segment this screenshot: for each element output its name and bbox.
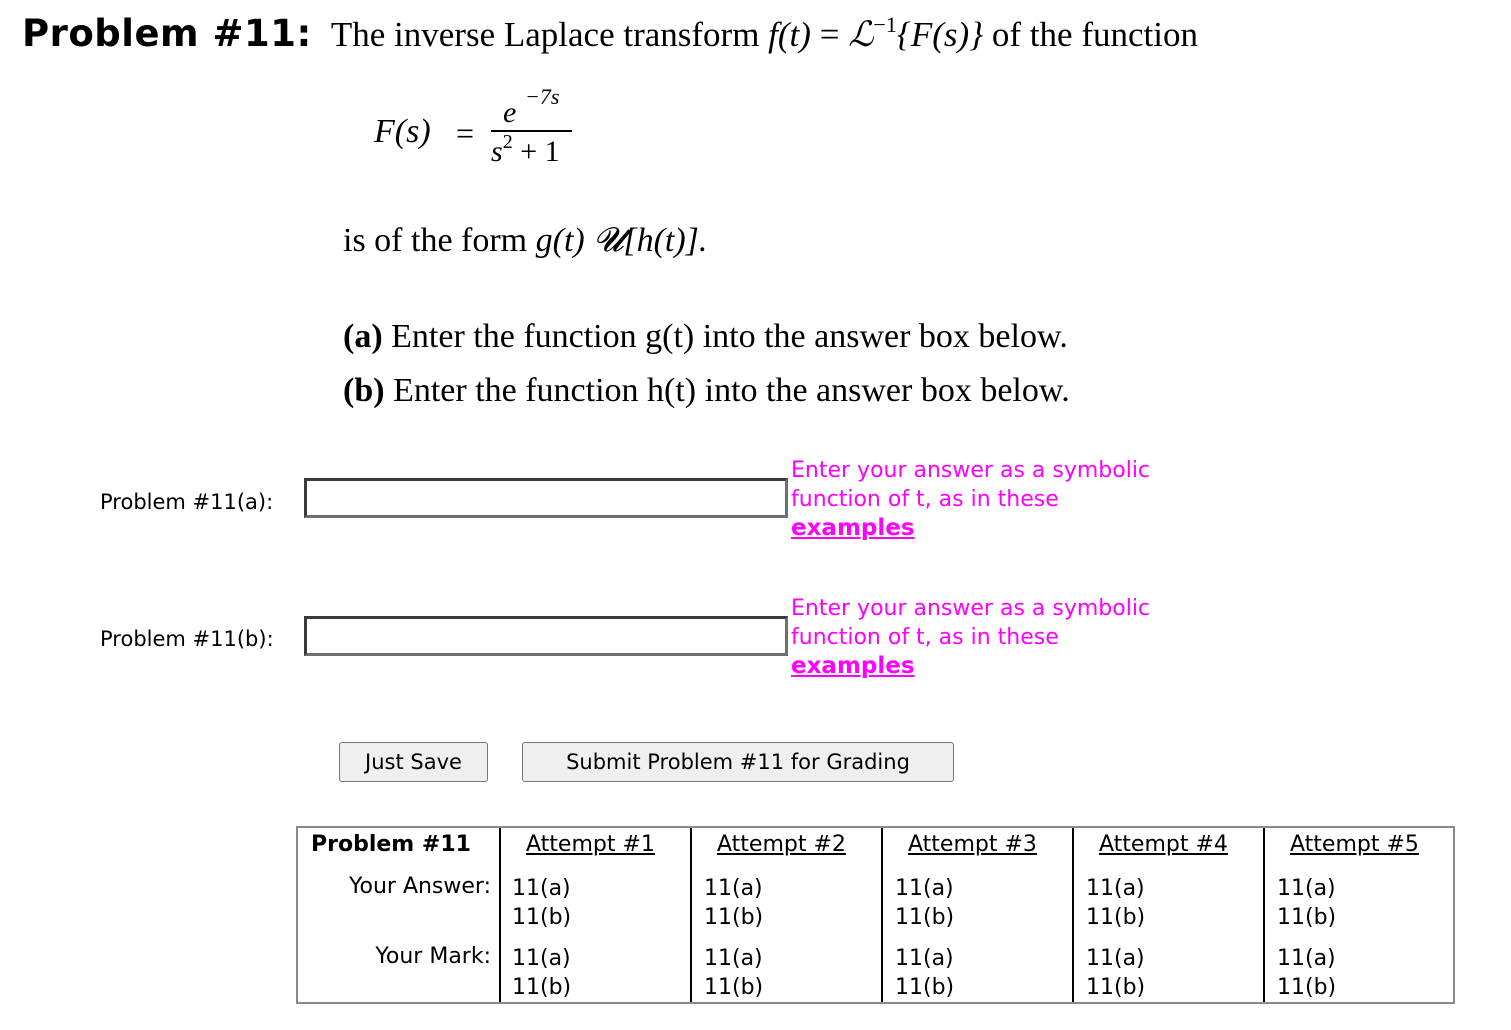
intro-fs: {F(s)} — [896, 15, 984, 54]
part-b-text: Enter the function h(t) into the answer box below. — [393, 372, 1070, 409]
form-prefix: is of the form — [343, 222, 528, 259]
form-expression: g(t) 𝓤[h(t)]. — [535, 222, 708, 259]
answer-b-input[interactable] — [304, 616, 788, 656]
problem-intro — [330, 12, 1198, 55]
part-a-instruction — [343, 318, 1068, 356]
attempts-table-header: Problem #11 — [311, 832, 471, 857]
attempt-2-mark-b: 11(b) — [704, 975, 764, 1000]
den-exponent: 2 — [502, 131, 513, 153]
attempt-4-answer — [1086, 874, 1145, 932]
attempt-3-mark-b: 11(b) — [895, 975, 955, 1000]
attempt-5-answer-a: 11(a) — [1277, 876, 1336, 901]
attempt-1-link[interactable]: Attempt #1 — [526, 832, 655, 857]
intro-t: (t) — [777, 15, 811, 54]
column-divider — [690, 828, 692, 1002]
fraction-denominator — [491, 131, 560, 169]
attempt-5-mark-a: 11(a) — [1277, 946, 1336, 971]
attempt-3-mark-a: 11(a) — [895, 946, 954, 971]
intro-suffix: of the function — [991, 15, 1198, 54]
attempt-2-mark — [704, 944, 763, 1002]
attempt-2-answer-a: 11(a) — [704, 876, 763, 901]
column-divider — [881, 828, 883, 1002]
part-a-label: (a) — [343, 318, 383, 355]
answer-b-examples-link[interactable]: examples — [791, 653, 915, 679]
column-divider — [1263, 828, 1265, 1002]
your-mark-row-label: Your Mark: — [375, 944, 491, 969]
answer-a-examples-link[interactable]: examples — [791, 515, 915, 541]
inverse-exponent: −1 — [873, 12, 897, 37]
attempt-3-answer-a: 11(a) — [895, 876, 954, 901]
attempt-4-answer-b: 11(b) — [1086, 905, 1146, 930]
fraction-numerator: e — [503, 96, 517, 129]
attempt-2-answer-b: 11(b) — [704, 905, 764, 930]
den-base: s — [491, 135, 503, 168]
just-save-button[interactable]: Just Save — [339, 742, 488, 782]
intro-f: f — [768, 15, 778, 54]
attempt-4-answer-a: 11(a) — [1086, 876, 1145, 901]
attempt-4-link[interactable]: Attempt #4 — [1099, 832, 1228, 857]
answer-b-hint — [791, 594, 1211, 681]
attempt-1-mark-b: 11(b) — [512, 975, 572, 1000]
attempt-2-link[interactable]: Attempt #2 — [717, 832, 846, 857]
attempt-4-mark — [1086, 944, 1145, 1002]
answer-a-input[interactable] — [304, 478, 788, 518]
submit-button[interactable]: Submit Problem #11 for Grading — [522, 742, 954, 782]
your-answer-row-label: Your Answer: — [348, 874, 491, 899]
attempts-table — [296, 826, 1455, 1004]
attempt-3-answer — [895, 874, 954, 932]
column-divider — [499, 828, 501, 1002]
attempt-1-answer — [512, 874, 571, 932]
attempt-3-mark — [895, 944, 954, 1002]
intro-equals: = — [819, 15, 840, 54]
column-divider — [1072, 828, 1074, 1002]
attempt-4-mark-a: 11(a) — [1086, 946, 1145, 971]
attempt-5-answer — [1277, 874, 1336, 932]
answer-a-hint — [791, 456, 1211, 543]
attempt-5-link[interactable]: Attempt #5 — [1290, 832, 1419, 857]
den-rest: + 1 — [512, 135, 560, 168]
attempt-5-mark — [1277, 944, 1336, 1002]
attempt-1-answer-a: 11(a) — [512, 876, 571, 901]
equation-equals: = — [456, 115, 475, 151]
attempt-3-link[interactable]: Attempt #3 — [908, 832, 1037, 857]
attempt-4-mark-b: 11(b) — [1086, 975, 1146, 1000]
attempt-1-mark — [512, 944, 571, 1002]
answer-a-label: Problem #11(a): — [100, 490, 274, 514]
attempt-1-answer-b: 11(b) — [512, 905, 572, 930]
answer-b-hint-text: Enter your answer as a symbolic function of t, as in these — [791, 596, 1151, 650]
attempt-2-mark-a: 11(a) — [704, 946, 763, 971]
answer-a-hint-text: Enter your answer as a symbolic function of t, as in these — [791, 458, 1151, 512]
intro-prefix: The inverse Laplace transform — [330, 15, 760, 54]
attempt-3-answer-b: 11(b) — [895, 905, 955, 930]
answer-b-label: Problem #11(b): — [100, 627, 274, 651]
attempt-5-answer-b: 11(b) — [1277, 905, 1337, 930]
attempt-1-mark-a: 11(a) — [512, 946, 571, 971]
part-a-text: Enter the function g(t) into the answer box below. — [391, 318, 1068, 355]
part-b-label: (b) — [343, 372, 385, 409]
problem-title — [22, 12, 1198, 56]
fraction-numerator-exponent: −7s — [525, 84, 560, 109]
equation-lhs: F(s) — [374, 113, 431, 150]
attempt-2-answer — [704, 874, 763, 932]
form-statement — [343, 222, 707, 260]
part-b-instruction — [343, 372, 1070, 410]
problem-label: Problem #11: — [22, 12, 312, 55]
laplace-script-l: ℒ — [848, 15, 874, 55]
attempt-5-mark-b: 11(b) — [1277, 975, 1337, 1000]
